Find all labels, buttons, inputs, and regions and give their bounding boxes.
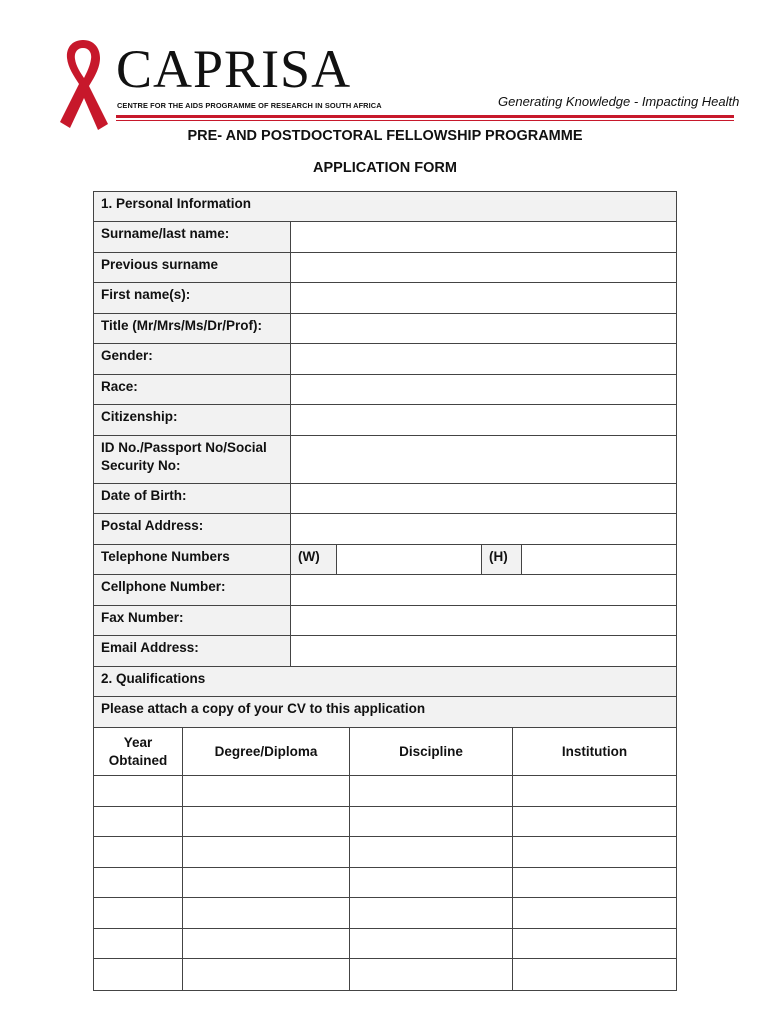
tel-work-label: (W): [291, 545, 337, 574]
field-label: Title (Mr/Mrs/Ms/Dr/Prof):: [94, 314, 291, 343]
form-row-gender: [94, 344, 676, 375]
column-header-institution: Institution: [561, 743, 628, 759]
field-label: Postal Address:: [94, 514, 291, 544]
letterhead: [0, 0, 770, 130]
form-title: PRE- AND POSTDOCTORAL FELLOWSHIP PROGRAMME: [187, 128, 583, 144]
id-number-field[interactable]: [291, 436, 676, 483]
column-header-discipline: Discipline: [350, 728, 513, 775]
year-cell[interactable]: [94, 807, 183, 837]
title-field[interactable]: [291, 314, 676, 343]
field-label: First name(s):: [94, 283, 291, 313]
first-names-field[interactable]: [291, 283, 676, 313]
form-row-email: [94, 636, 676, 667]
column-header-year: Year Obtained: [94, 728, 183, 775]
race-field[interactable]: [291, 375, 676, 404]
form-row-title: [94, 314, 676, 344]
header-rule: [116, 115, 734, 118]
institution-cell[interactable]: [513, 837, 676, 867]
section-title: 1. Personal Information: [94, 192, 676, 221]
field-label: Surname/last name:: [94, 222, 291, 252]
form-row-cellphone: [94, 575, 676, 606]
cellphone-field[interactable]: [291, 575, 676, 605]
logo-wordmark: CAPRISA: [116, 39, 352, 99]
tagline: Generating Knowledge - Impacting Health: [498, 94, 740, 109]
table-row: [94, 837, 676, 868]
section-title: 2. Qualifications: [94, 667, 676, 696]
table-row: [94, 898, 676, 929]
table-row: [94, 776, 676, 807]
field-label: Email Address:: [94, 636, 291, 666]
institution-cell[interactable]: [513, 929, 676, 959]
previous-surname-field[interactable]: [291, 253, 676, 282]
logo-subtitle: CENTRE FOR THE AIDS PROGRAMME OF RESEARCH IN SOUTH AFRICA: [117, 101, 382, 110]
section-heading-personal: [94, 192, 676, 222]
column-header-degree: Degree/Diploma: [183, 728, 350, 775]
discipline-cell[interactable]: [350, 868, 513, 898]
discipline-cell[interactable]: [350, 898, 513, 928]
table-row: [94, 929, 676, 960]
form-row-previous-surname: [94, 253, 676, 283]
tel-home-field[interactable]: [522, 545, 676, 574]
degree-cell[interactable]: [183, 898, 350, 928]
date-of-birth-field[interactable]: [291, 484, 676, 513]
institution-cell[interactable]: [513, 898, 676, 928]
postal-address-field[interactable]: [291, 514, 676, 544]
form-row-race: [94, 375, 676, 405]
degree-cell[interactable]: [183, 868, 350, 898]
field-label: Citizenship:: [94, 405, 291, 435]
qualifications-header-row: [94, 728, 676, 776]
year-cell[interactable]: [94, 959, 183, 990]
institution-cell[interactable]: [513, 807, 676, 837]
header-rule-thin: [116, 120, 734, 121]
application-form: [93, 191, 677, 991]
field-label: Telephone Numbers: [94, 545, 291, 574]
field-label: Cellphone Number:: [94, 575, 291, 605]
field-label: ID No./Passport No/Social Security No:: [94, 436, 291, 483]
discipline-cell[interactable]: [350, 776, 513, 806]
degree-cell[interactable]: [183, 959, 350, 990]
form-row-telephone: [94, 545, 676, 575]
institution-cell[interactable]: [513, 868, 676, 898]
field-label: Race:: [94, 375, 291, 404]
year-cell[interactable]: [94, 776, 183, 806]
form-row-surname: [94, 222, 676, 253]
form-row-id-number: [94, 436, 676, 484]
discipline-cell[interactable]: [350, 959, 513, 990]
qualifications-note-row: [94, 697, 676, 728]
year-cell[interactable]: [94, 898, 183, 928]
form-row-postal: [94, 514, 676, 545]
degree-cell[interactable]: [183, 776, 350, 806]
email-field[interactable]: [291, 636, 676, 666]
field-label: Previous surname: [94, 253, 291, 282]
surname-field[interactable]: [291, 222, 676, 252]
discipline-cell[interactable]: [350, 807, 513, 837]
institution-cell[interactable]: [513, 959, 676, 990]
field-label: Date of Birth:: [94, 484, 291, 513]
section-heading-qualifications: [94, 667, 676, 697]
fax-field[interactable]: [291, 606, 676, 635]
year-cell[interactable]: [94, 868, 183, 898]
form-row-first-names: [94, 283, 676, 314]
gender-field[interactable]: [291, 344, 676, 374]
year-cell[interactable]: [94, 837, 183, 867]
table-row: [94, 807, 676, 838]
tel-work-field[interactable]: [337, 545, 482, 574]
field-label: Gender:: [94, 344, 291, 374]
degree-cell[interactable]: [183, 929, 350, 959]
field-label: Fax Number:: [94, 606, 291, 635]
year-cell[interactable]: [94, 929, 183, 959]
form-row-dob: [94, 484, 676, 514]
tel-home-label: (H): [482, 545, 522, 574]
form-row-citizenship: [94, 405, 676, 436]
form-subtitle: APPLICATION FORM: [313, 160, 457, 176]
discipline-cell[interactable]: [350, 929, 513, 959]
form-row-fax: [94, 606, 676, 636]
cv-note: Please attach a copy of your CV to this application: [94, 697, 676, 727]
table-row: [94, 959, 676, 990]
institution-cell[interactable]: [513, 776, 676, 806]
table-row: [94, 868, 676, 899]
discipline-cell[interactable]: [350, 837, 513, 867]
red-ribbon-icon: [54, 36, 112, 132]
degree-cell[interactable]: [183, 807, 350, 837]
citizenship-field[interactable]: [291, 405, 676, 435]
degree-cell[interactable]: [183, 837, 350, 867]
